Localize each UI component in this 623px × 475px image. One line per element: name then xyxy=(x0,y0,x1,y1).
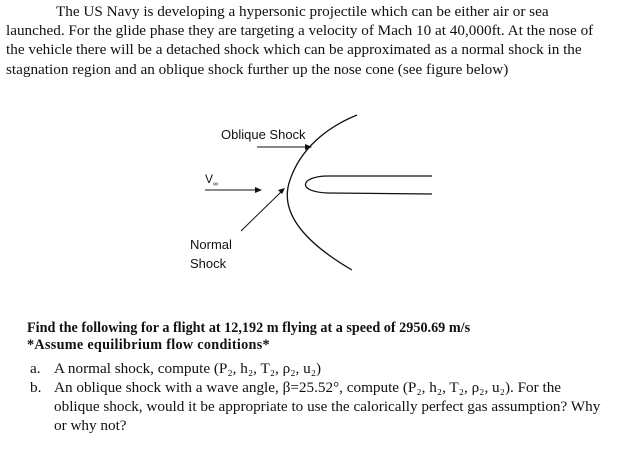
find-statement xyxy=(27,320,607,354)
normal-shock-arrow xyxy=(241,191,282,231)
vehicle-body xyxy=(305,176,432,194)
part-text: A normal shock, compute (P₂, h₂, T₂, ρ₂, u₂) xyxy=(54,360,322,377)
assumption-note: *Assume equilibrium flow conditions* xyxy=(27,337,270,353)
question-part-a xyxy=(30,359,610,378)
part-marker: b. xyxy=(30,379,42,396)
normal-shock-label-line2: Shock xyxy=(190,256,227,271)
part-text: An oblique shock with a wave angle, β=25.52°, compute (P₂, h₂, T₂, ρ₂, u₂). For the oblique shock, would it be appropriate to use the calorically perfect gas assumption? Why or why not? xyxy=(54,379,601,434)
find-line: Find the following for a flight at 12,192 m flying at a speed of 2950.69 m/s xyxy=(27,320,471,336)
problem-intro: The US Navy is developing a hypersonic projectile which can be either air or sea launched. For the glide phase they are targeting a velocity of Mach 10 at 40,000ft. At the nose of the vehicle there will be a detached shock which can be approximated as a normal shock in the stagnation region and an oblique shock further up the nose cone (see figure below) xyxy=(6,3,594,78)
oblique-shock-label: Oblique Shock xyxy=(221,127,306,142)
normal-shock-label-line1: Normal xyxy=(190,237,232,252)
part-marker: a. xyxy=(30,360,41,377)
freestream-velocity-label: $V_\infty$ xyxy=(205,172,219,188)
normal-shock-arrowhead xyxy=(278,188,285,194)
question-part-b xyxy=(30,378,610,435)
freestream-arrowhead xyxy=(255,187,262,193)
question-parts xyxy=(30,359,610,435)
